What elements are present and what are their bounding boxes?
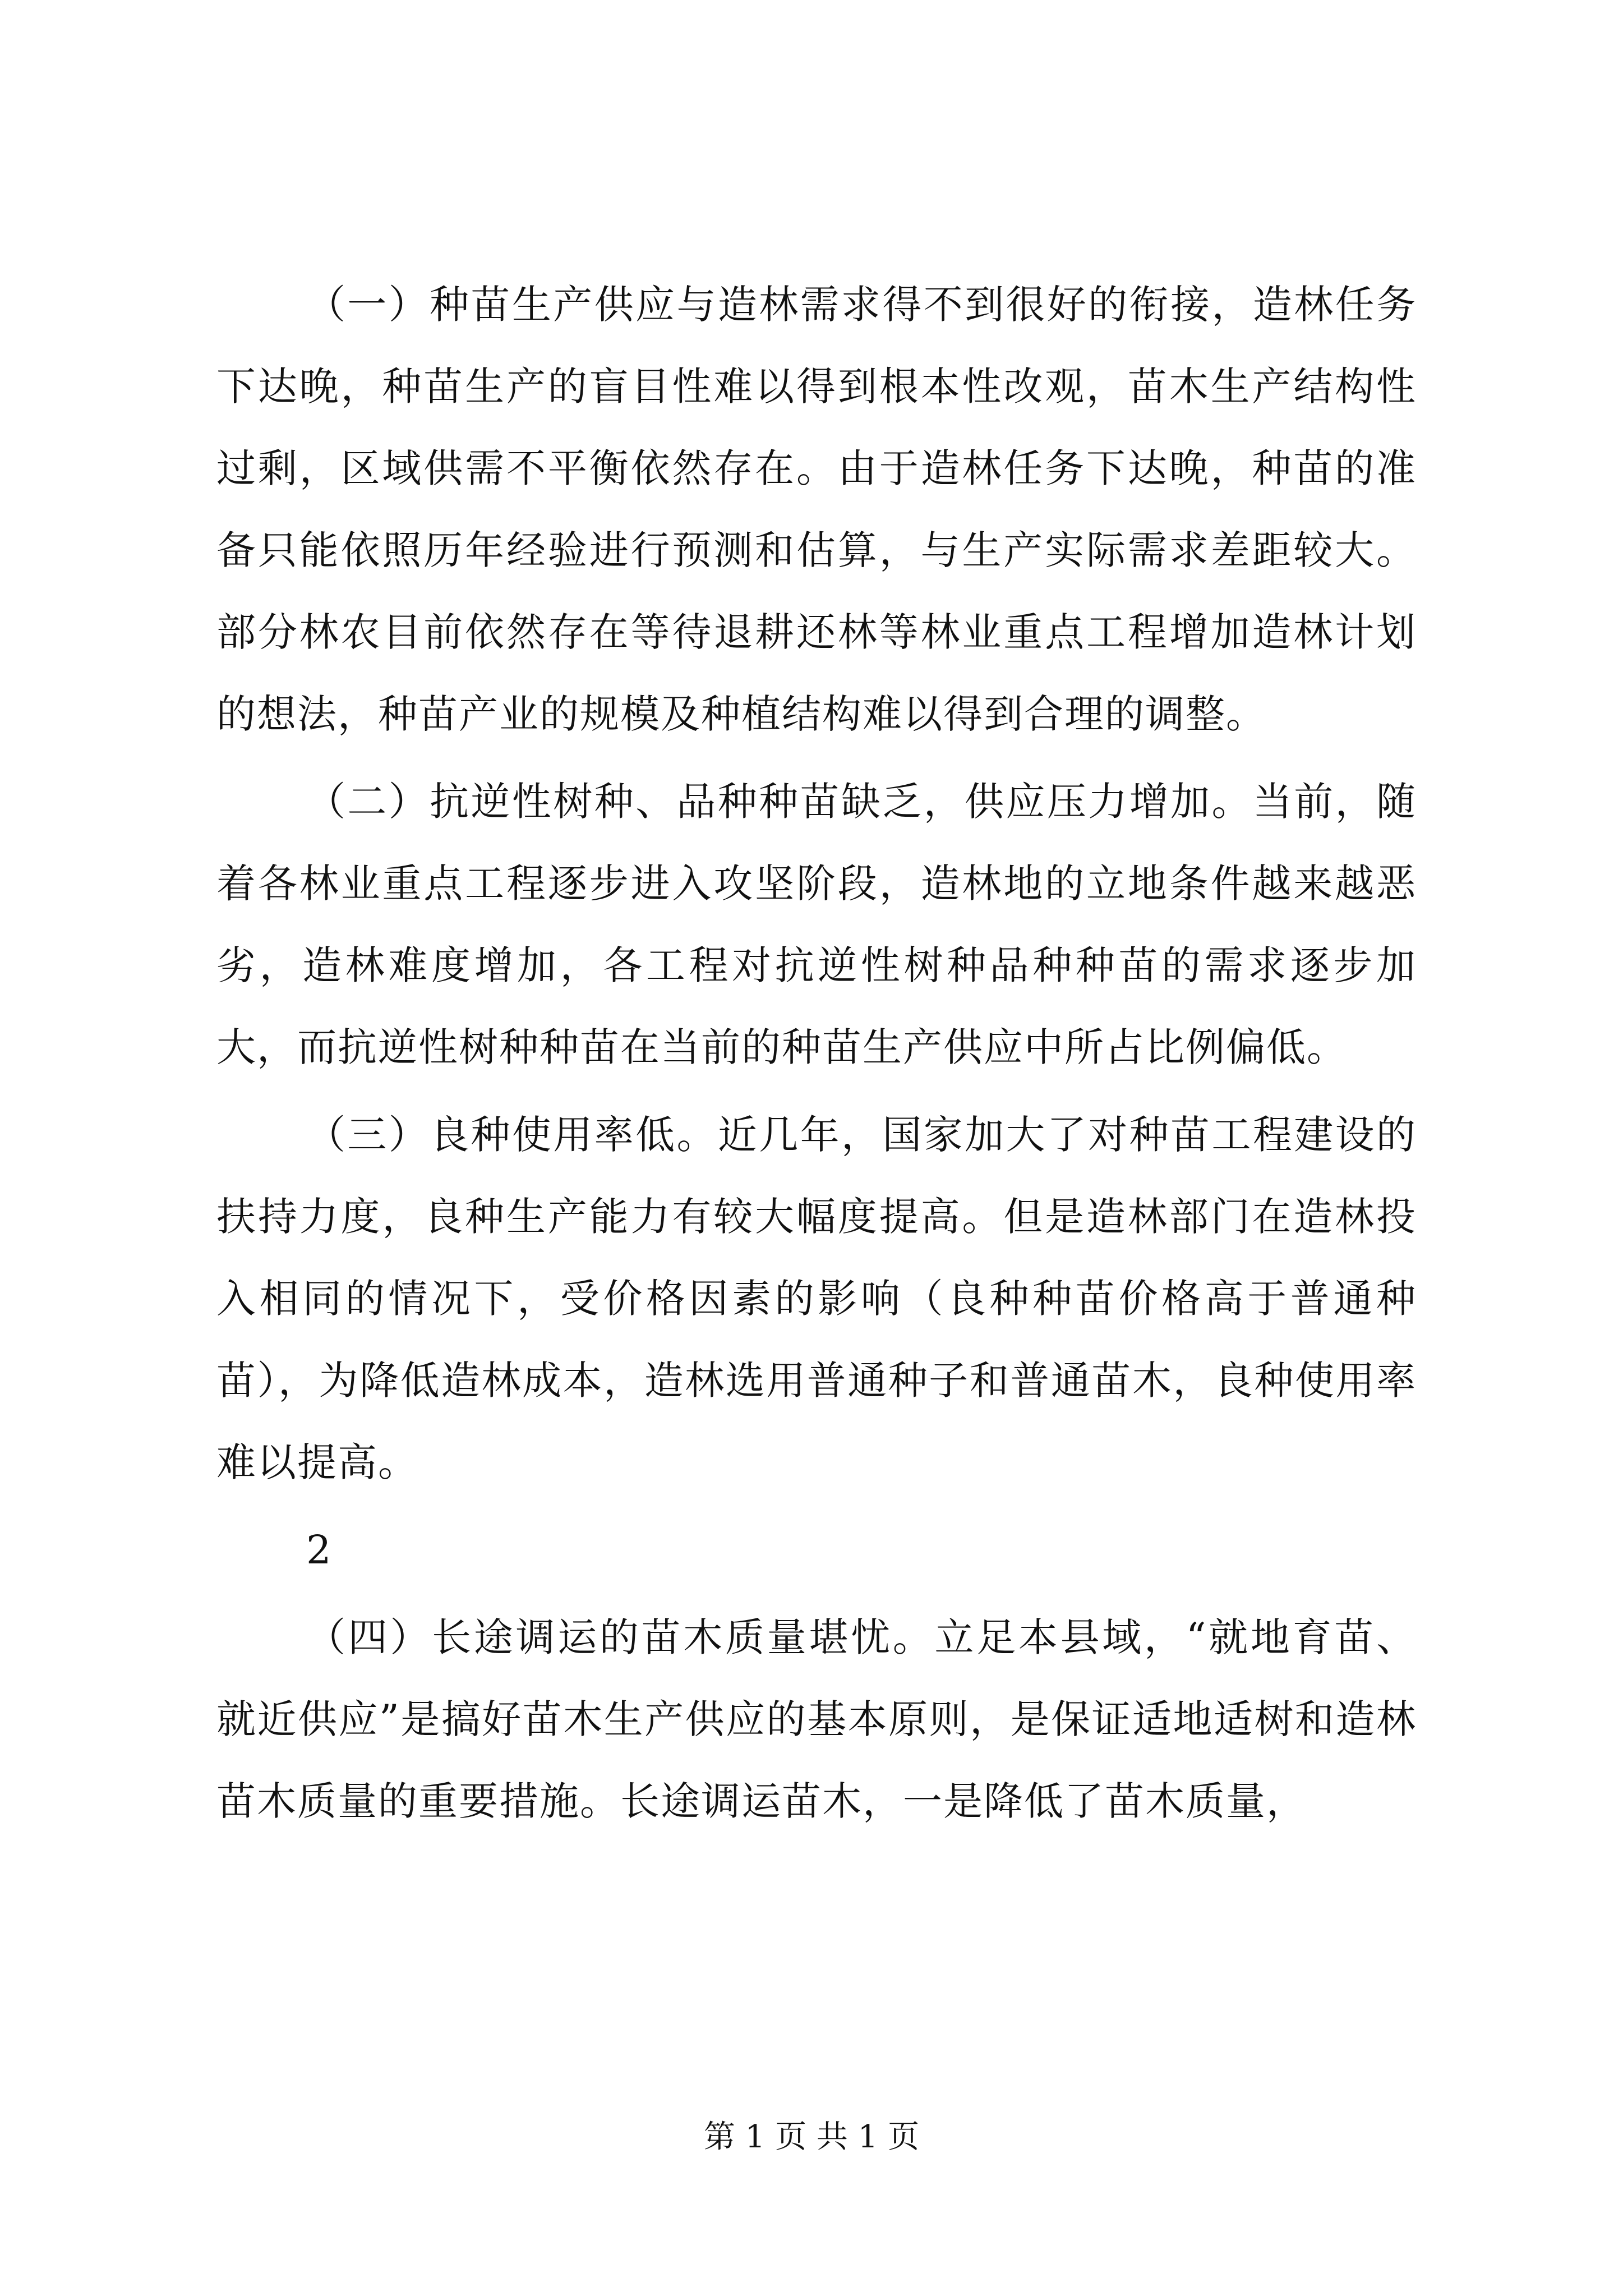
paragraph-4: （四）长途调运的苗木质量堪忧。立足本县域，“就地育苗、就近供应”是搞好苗木生产供应的基本原则，是保证适地适树和造林苗木质量的重要措施。长途调运苗木，一是降低了苗木质量， [216,1614,1417,1824]
page-footer: 第 1 页 共 1 页 [703,2119,920,2155]
document-body [216,264,1417,1842]
inline-page-number: 2 [306,1527,331,1573]
paragraph-1: （一）种苗生产供应与造林需求得不到很好的衔接，造林任务下达晚，种苗生产的盲目性难以得到根本性改观，苗木生产结构性过剩，区域供需不平衡依然存在。由于造林任务下达晚，种苗的准备只能依照历年经验进行预测和估算，与生产实际需求差距较大。部分林农目前依然存在等待退耕还林等林业重点工程增加造林计划的想法，种苗产业的规模及种植结构难以得到合理的调整。 [216,282,1417,737]
paragraph-3: （三）良种使用率低。近几年，国家加大了对种苗工程建设的扶持力度，良种生产能力有较大幅度提高。但是造林部门在造林投入相同的情况下，受价格因素的影响（良种种苗价格高于普通种苗），为降低造林成本，造林选用普通种子和普通苗木，良种使用率难以提高。 [216,1112,1417,1485]
paragraph-2: （二）抗逆性树种、品种种苗缺乏，供应压力增加。当前，随着各林业重点工程逐步进入攻坚阶段，造林地的立地条件越来越恶劣，造林难度增加，各工程对抗逆性树种品种种苗的需求逐步加大，而抗逆性树种种苗在当前的种苗生产供应中所占比例偏低。 [216,779,1417,1070]
